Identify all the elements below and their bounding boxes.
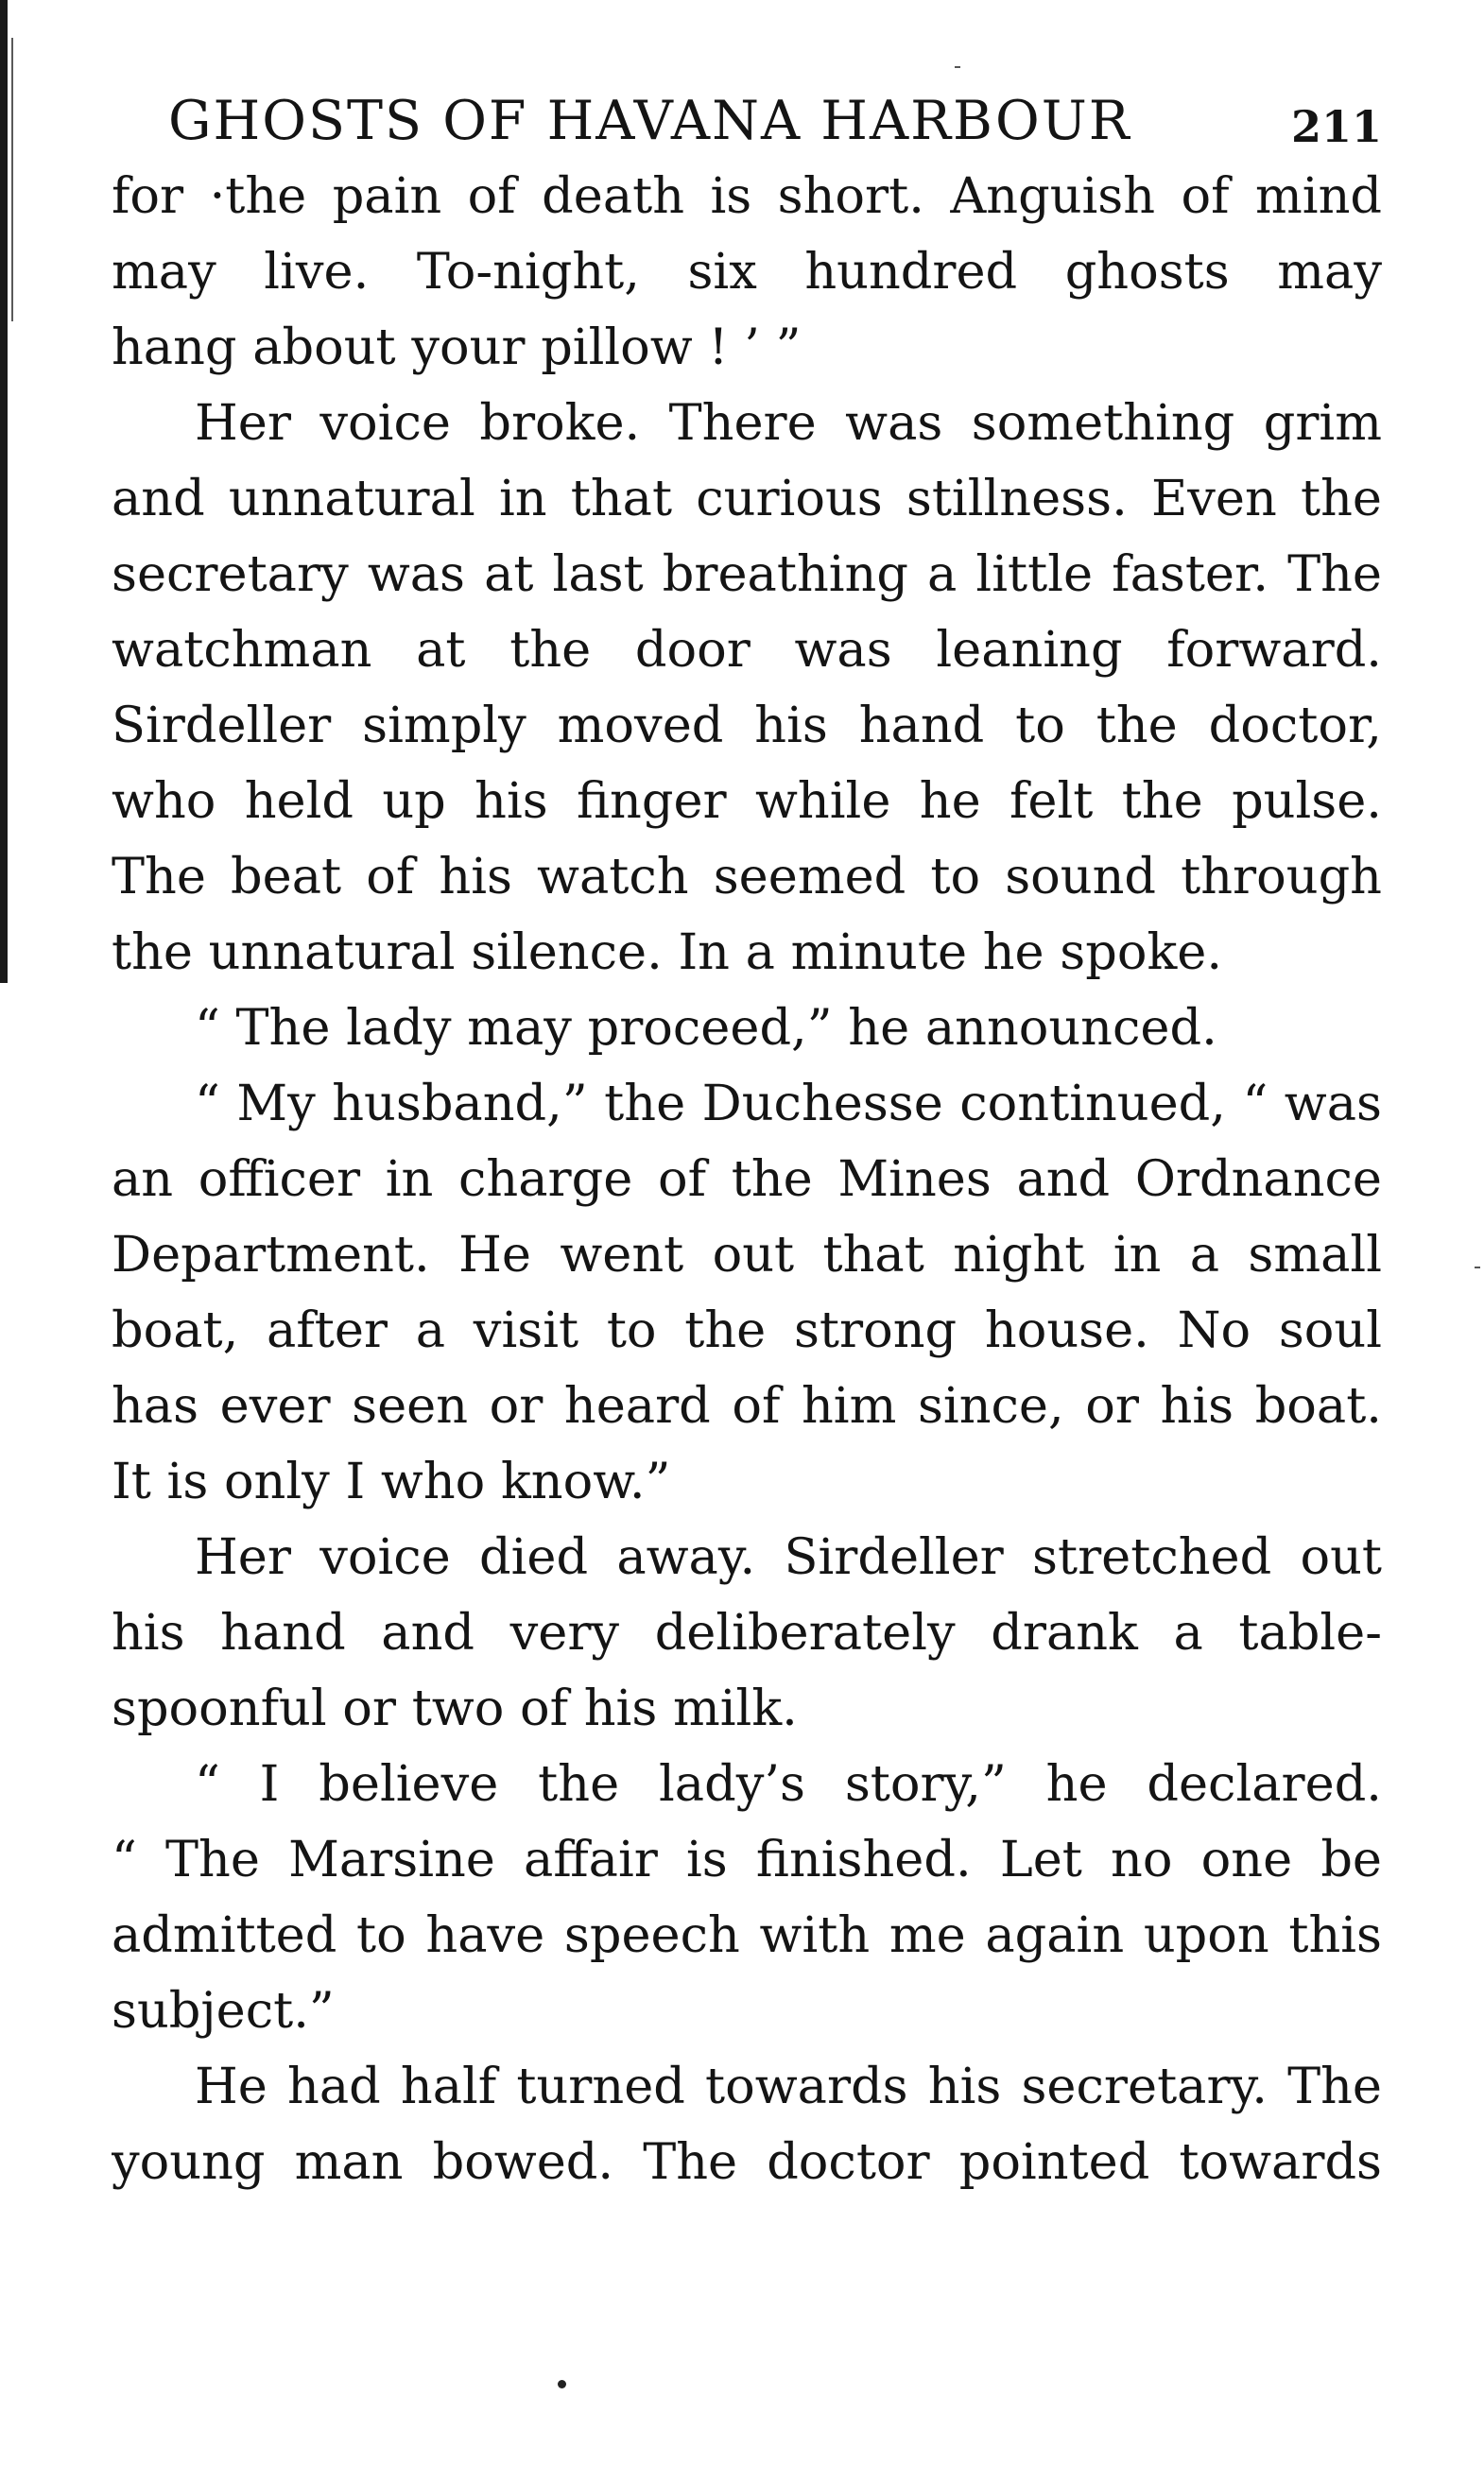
text-line: subject.” xyxy=(112,1982,335,2040)
text-line: hang about your pillow ! ’ ” xyxy=(112,319,802,376)
text-line: an officer in charge of the Mines and Ordnance xyxy=(112,1150,1382,1208)
paragraph xyxy=(112,2049,1382,2200)
running-head xyxy=(112,83,1382,159)
book-page xyxy=(112,83,1382,2200)
text-line: He had half turned towards his secretary. The xyxy=(195,2058,1382,2115)
text-line: who held up his finger while he felt the pulse. xyxy=(112,772,1382,830)
paragraph xyxy=(112,386,1382,991)
ink-speck xyxy=(558,2380,566,2388)
paragraph xyxy=(112,991,1382,1066)
text-line: watchman at the door was leaning forward. xyxy=(112,621,1382,679)
text-line: It is only I who know.” xyxy=(112,1453,671,1510)
page-gutter-shadow xyxy=(0,0,8,983)
text-line: “ The lady may proceed,” he announced. xyxy=(195,999,1217,1057)
text-line: spoonful or two of his milk. xyxy=(112,1680,798,1737)
text-line: the unnatural silence. In a minute he spoke. xyxy=(112,923,1223,981)
text-line: “ My husband,” the Duchesse continued, “ was xyxy=(195,1075,1382,1132)
text-line: admitted to have speech with me again upon this xyxy=(112,1906,1382,1964)
text-line: his hand and very deliberately drank a table- xyxy=(112,1604,1382,1662)
text-line: Department. He went out that night in a small xyxy=(112,1226,1382,1284)
paragraph xyxy=(112,1747,1382,2049)
text-line: and unnatural in that curious stillness. Even the xyxy=(112,470,1382,527)
paragraph xyxy=(112,1066,1382,1520)
running-head-title: GHOSTS OF HAVANA HARBOUR xyxy=(168,90,1131,152)
text-line: secretary was at last breathing a little faster. The xyxy=(112,545,1382,603)
text-line: Her voice broke. There was something grim xyxy=(195,394,1382,452)
text-line: “ I believe the lady’s story,” he declared. xyxy=(195,1755,1382,1813)
text-line: has ever seen or heard of him since, or his boat. xyxy=(112,1377,1382,1435)
text-line: “ The Marsine affair is finished. Let no one be xyxy=(112,1831,1382,1888)
page-number: 211 xyxy=(1290,101,1382,152)
body-text xyxy=(112,159,1382,2200)
paragraph xyxy=(112,1520,1382,1747)
text-line: young man bowed. The doctor pointed towards xyxy=(112,2133,1382,2191)
margin-mark xyxy=(1475,1267,1480,1268)
text-line: Her voice died away. Sirdeller stretched out xyxy=(195,1528,1382,1586)
text-line: for ·the pain of death is short. Anguish of mind xyxy=(112,167,1382,225)
text-line: Sirdeller simply moved his hand to the doctor, xyxy=(112,697,1382,754)
page-gutter-line xyxy=(11,38,13,321)
text-line: may live. To-night, six hundred ghosts may xyxy=(112,243,1382,301)
text-line: The beat of his watch seemed to sound through xyxy=(112,848,1382,905)
margin-mark xyxy=(955,66,960,68)
text-line: boat, after a visit to the strong house. No soul xyxy=(112,1301,1382,1359)
paragraph xyxy=(112,159,1382,386)
